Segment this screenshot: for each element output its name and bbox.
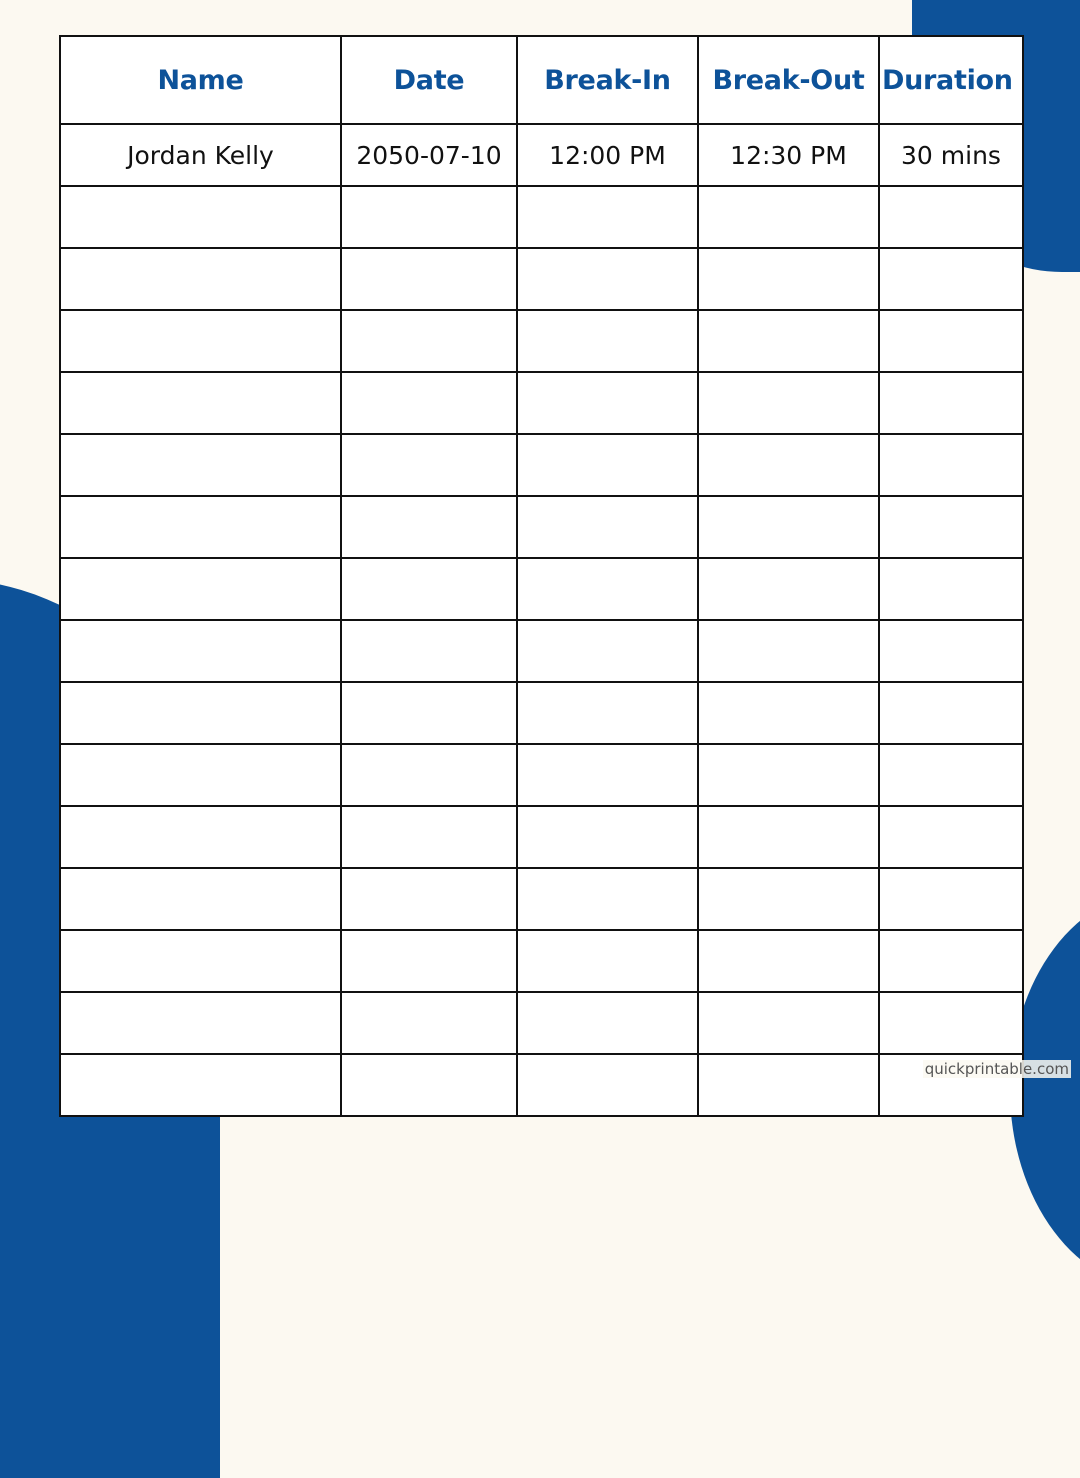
break-in-cell: [517, 558, 698, 620]
break-out-cell: [698, 248, 879, 310]
duration-cell: [879, 744, 1023, 806]
date-cell: [341, 372, 517, 434]
name-cell: [60, 930, 341, 992]
name-cell: [60, 992, 341, 1054]
column-header-break-in: Break-In: [517, 36, 698, 124]
duration-cell: [879, 930, 1023, 992]
date-cell: [341, 434, 517, 496]
table-row: [60, 558, 1023, 620]
break-in-cell: [517, 744, 698, 806]
duration-cell: [879, 434, 1023, 496]
table-row: [60, 930, 1023, 992]
break-log-table: [59, 35, 1024, 1117]
date-cell: [341, 1054, 517, 1116]
duration-cell: [879, 248, 1023, 310]
date-cell: [341, 868, 517, 930]
table-row: [60, 496, 1023, 558]
table-row: [60, 310, 1023, 372]
name-cell: [60, 744, 341, 806]
duration-cell: [879, 868, 1023, 930]
date-cell: [341, 248, 517, 310]
break-out-cell: 12:30 PM: [698, 124, 879, 186]
duration-cell: [879, 682, 1023, 744]
column-header-break-out: Break-Out: [698, 36, 879, 124]
name-cell: [60, 496, 341, 558]
table-row: [60, 1054, 1023, 1116]
name-cell: Jordan Kelly: [60, 124, 341, 186]
name-cell: [60, 310, 341, 372]
break-out-cell: [698, 186, 879, 248]
duration-cell: [879, 806, 1023, 868]
table-row: [60, 372, 1023, 434]
duration-cell: 30 mins: [879, 124, 1023, 186]
break-in-cell: [517, 806, 698, 868]
break-in-cell: [517, 496, 698, 558]
duration-cell: [879, 558, 1023, 620]
date-cell: [341, 682, 517, 744]
column-header-duration: Duration: [879, 36, 1023, 124]
duration-cell: [879, 186, 1023, 248]
table-row: [60, 620, 1023, 682]
table-row: [60, 682, 1023, 744]
break-out-cell: [698, 682, 879, 744]
break-in-cell: [517, 372, 698, 434]
break-in-cell: [517, 1054, 698, 1116]
table-row: [60, 744, 1023, 806]
name-cell: [60, 434, 341, 496]
break-out-cell: [698, 310, 879, 372]
table-row: [60, 434, 1023, 496]
date-cell: 2050-07-10: [341, 124, 517, 186]
date-cell: [341, 496, 517, 558]
date-cell: [341, 558, 517, 620]
table-row: [60, 868, 1023, 930]
break-out-cell: [698, 806, 879, 868]
name-cell: [60, 620, 341, 682]
break-in-cell: [517, 868, 698, 930]
table-row: [60, 806, 1023, 868]
break-out-cell: [698, 1054, 879, 1116]
name-cell: [60, 372, 341, 434]
table-header-row: [60, 36, 1023, 124]
break-in-cell: [517, 310, 698, 372]
table-body: [60, 124, 1023, 1116]
duration-cell: [879, 992, 1023, 1054]
date-cell: [341, 930, 517, 992]
name-cell: [60, 806, 341, 868]
column-header-date: Date: [341, 36, 517, 124]
date-cell: [341, 186, 517, 248]
date-cell: [341, 806, 517, 868]
name-cell: [60, 682, 341, 744]
break-in-cell: [517, 248, 698, 310]
break-in-cell: [517, 434, 698, 496]
date-cell: [341, 310, 517, 372]
duration-cell: [879, 310, 1023, 372]
table-row: [60, 124, 1023, 186]
break-out-cell: [698, 868, 879, 930]
name-cell: [60, 558, 341, 620]
duration-cell: [879, 496, 1023, 558]
break-in-cell: [517, 620, 698, 682]
break-out-cell: [698, 620, 879, 682]
date-cell: [341, 992, 517, 1054]
break-out-cell: [698, 992, 879, 1054]
date-cell: [341, 744, 517, 806]
break-in-cell: [517, 992, 698, 1054]
break-in-cell: [517, 682, 698, 744]
break-out-cell: [698, 372, 879, 434]
column-header-name: Name: [60, 36, 341, 124]
break-out-cell: [698, 930, 879, 992]
name-cell: [60, 1054, 341, 1116]
table-row: [60, 186, 1023, 248]
duration-cell: [879, 620, 1023, 682]
name-cell: [60, 868, 341, 930]
date-cell: [341, 620, 517, 682]
break-in-cell: [517, 930, 698, 992]
break-out-cell: [698, 744, 879, 806]
table-row: [60, 248, 1023, 310]
watermark-text: quickprintable.com: [924, 1060, 1069, 1078]
table-row: [60, 992, 1023, 1054]
break-out-cell: [698, 558, 879, 620]
duration-cell: [879, 372, 1023, 434]
name-cell: [60, 186, 341, 248]
break-out-cell: [698, 434, 879, 496]
break-in-cell: [517, 186, 698, 248]
break-in-cell: 12:00 PM: [517, 124, 698, 186]
name-cell: [60, 248, 341, 310]
break-out-cell: [698, 496, 879, 558]
